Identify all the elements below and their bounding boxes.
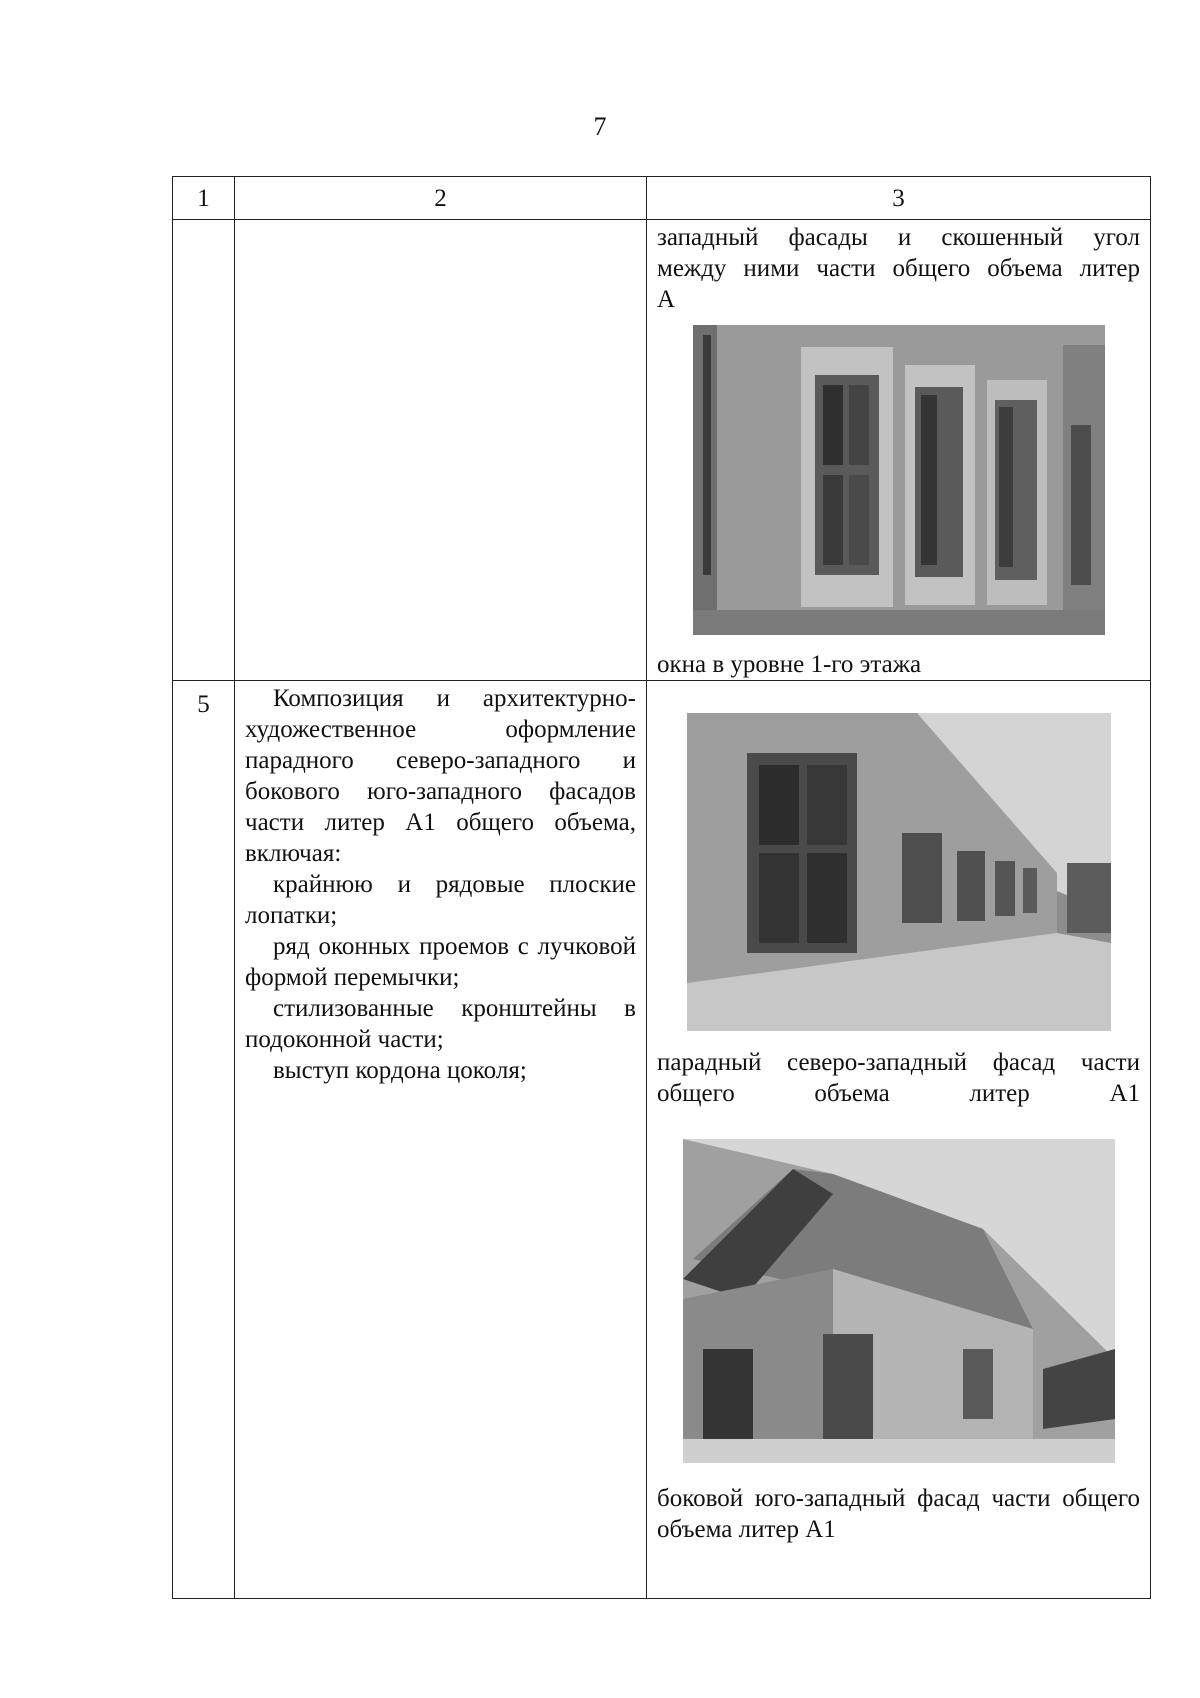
column-header-1: 1 [173,177,235,220]
description-item-brackets: стилизованные кронштейны в подоконной части; [245,995,636,1053]
southwest-facade-caption: боковой юго-западный фасад части общего объема литер А1 [657,1485,1140,1543]
row-number [173,220,235,681]
description-intro: Композиция и архитектурно-художественное оформление парадного северо-западного и бокового юго-западного фасадов части литер А1 общего объема, включая: [245,685,636,867]
column-header-3: 3 [647,177,1151,220]
facade-windows-caption: окна в уровне 1-го этажа [657,651,922,678]
table-row-5 [173,681,1151,1599]
southwest-facade-photo [683,1139,1115,1463]
facade-windows-photo [693,325,1105,635]
page-number: 7 [593,112,607,141]
row-photos-cell [647,681,1151,1599]
row-number: 5 [173,681,235,1599]
column-header-2: 2 [235,177,647,220]
table-header-row [173,177,1151,220]
row-description [235,220,647,681]
continued-text-line-3: А [657,286,676,313]
description-item-cordon: выступ кордона цоколя; [273,1057,527,1084]
row-description [235,681,647,1599]
description-item-pilasters: крайнюю и рядовые плоские лопатки; [245,871,636,929]
row-photos-cell [647,220,1151,681]
continued-text-line-1: западный фасады и скошенный угол [657,224,1140,251]
table-row-continued [173,220,1151,681]
northwest-facade-caption: парадный северо-западный фасад части общего объема литер А1 [657,1049,1140,1107]
description-item-windows: ряд оконных проемов с лучковой формой перемычки; [245,933,636,991]
northwest-facade-photo [687,713,1111,1031]
continued-text-line-2: между ними части общего объема литер [657,255,1140,282]
monument-features-table [172,176,1151,1599]
